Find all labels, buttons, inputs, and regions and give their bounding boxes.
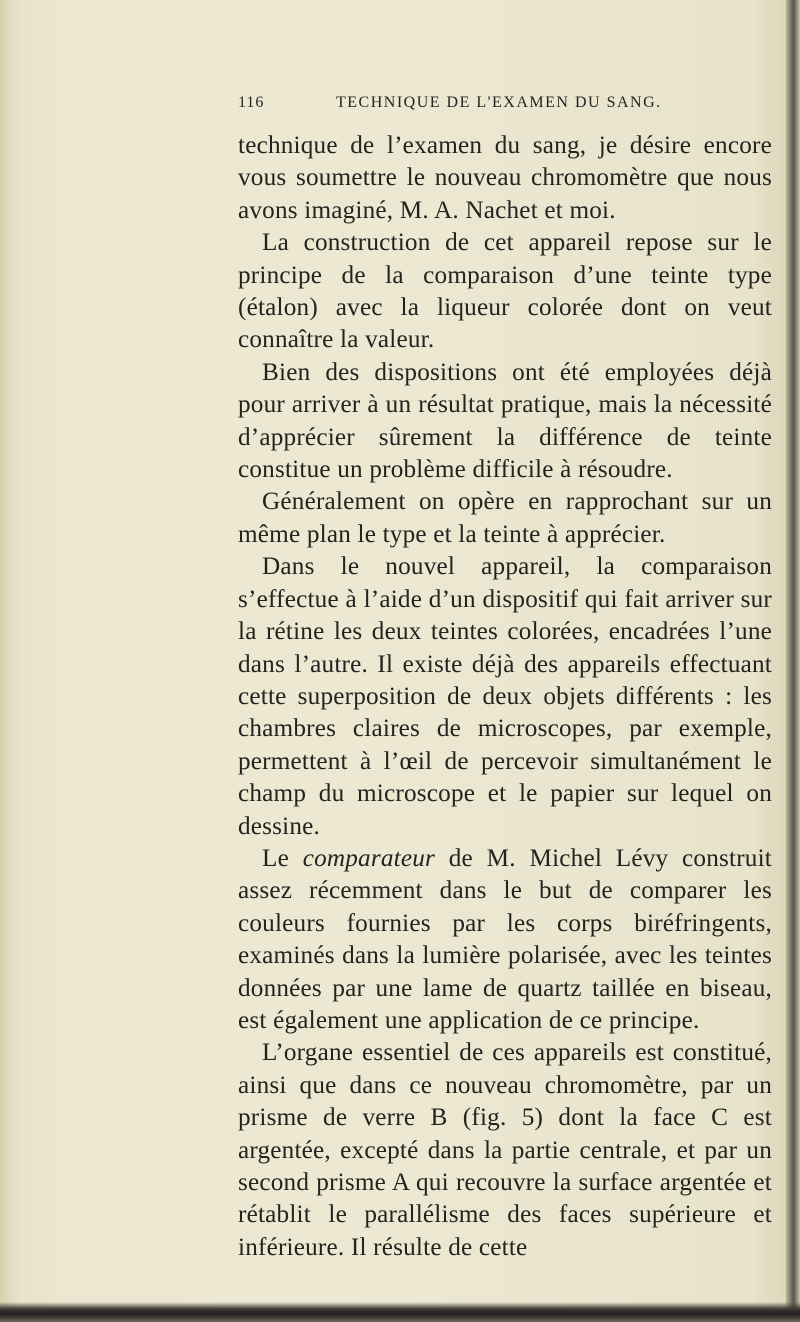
comparateur-prefix: Le xyxy=(262,844,303,872)
page-number: 116 xyxy=(238,94,265,111)
paragraph-dispositions: Bien des dispositions ont été employées déjà pour arriver à un résultat pratique, mais la nécessité d’apprécier sûrement la différence de teinte constitue un problème difficile à résoudre. xyxy=(238,358,772,484)
page-binding-edge xyxy=(786,0,800,1322)
paragraph-organe: L’organe essentiel de ces appareils est constitué, ainsi que dans ce nouveau chromomètre, par un prisme de verre B (fig. 5) dont la face C est argentée, excepté dans la partie centrale, et par un second prisme A qui recouvre la surface argentée et rétablit le parallélisme des faces supérieure et inférieure. Il résulte de cette xyxy=(238,1039,772,1261)
comparateur-term: comparateur xyxy=(302,844,436,872)
paragraph-generalement: Généralement on opère en rapprochant sur un même plan le type et la teinte à apprécier. xyxy=(238,488,772,548)
paragraph-comparateur xyxy=(238,843,772,1037)
page-left-edge xyxy=(0,0,20,1322)
paragraph-intro: technique de l’examen du sang, je désire encore vous soumettre le nouveau chromomètre que nous avons imaginé, M. A. Nachet et moi. xyxy=(238,132,772,224)
body-text xyxy=(238,130,772,1264)
paragraph-nouvel-appareil: Dans le nouvel appareil, la comparaison s’effectue à l’aide d’un dispositif qui fait arriver sur la rétine les deux teintes colorées, encadrées l’une dans l’autre. Il existe déjà des appareils effectuant cette superposition de deux objets différents : les chambres claires de microscopes, par exemple, permettent à l’œil de percevoir simultanément le champ du microscope et le papier sur lequel on dessine. xyxy=(238,553,772,840)
page-bottom-shadow xyxy=(0,1302,800,1322)
page-header xyxy=(238,94,758,118)
comparateur-rest: de M. Michel Lévy construit assez récemment dans le but de comparer les couleurs fournies par les corps biréfringents, examinés dans la lumière polarisée, avec les teintes données par une lame de quartz taillée en biseau, est également une application de ce principe. xyxy=(238,844,772,1034)
running-head: TECHNIQUE DE L'EXAMEN DU SANG. xyxy=(336,94,662,111)
paragraph-construction: La construction de cet appareil repose sur le principe de la comparaison d’une teinte type (étalon) avec la liqueur colorée dont on veut connaître la valeur. xyxy=(238,229,772,354)
